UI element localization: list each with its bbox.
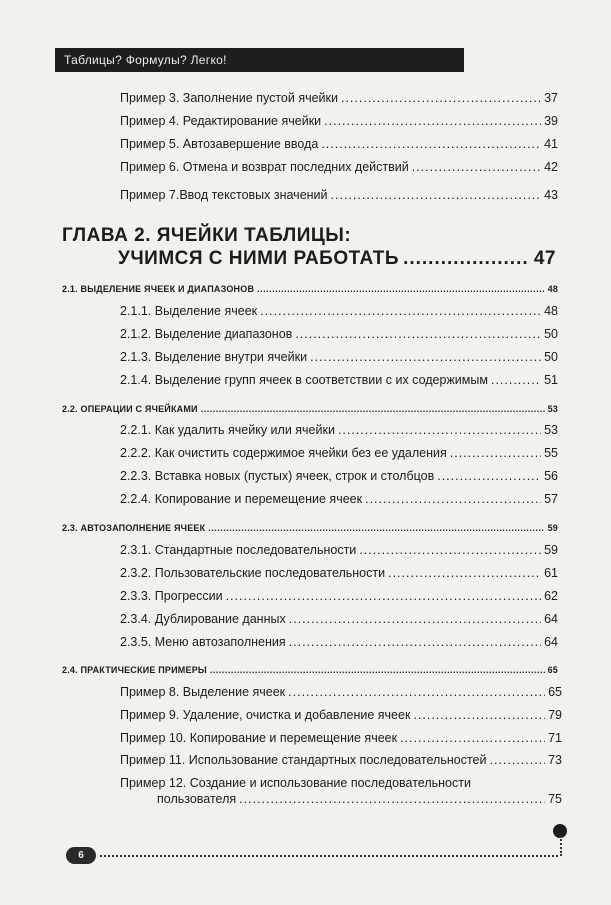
dot-leader xyxy=(208,520,544,536)
toc-entry[interactable] xyxy=(120,326,558,342)
dot-leader xyxy=(338,422,541,438)
toc-entry[interactable] xyxy=(120,707,562,723)
dot-leader xyxy=(450,445,541,461)
toc-entry-page: 48 xyxy=(544,304,558,318)
toc-entry-label: 2.1.3. Выделение внутри ячейки xyxy=(120,350,308,364)
dot-leader xyxy=(310,349,541,365)
toc-entry-label: 2.3.1. Стандартные последовательности xyxy=(120,543,357,557)
toc-entry[interactable] xyxy=(120,445,558,461)
footer-dotted-connector xyxy=(560,836,562,856)
dot-leader xyxy=(260,303,541,319)
toc-entry-page: 55 xyxy=(544,446,558,460)
toc-entry[interactable] xyxy=(120,422,558,438)
dot-leader xyxy=(288,684,545,700)
running-header-title: Таблицы? Формулы? Легко! xyxy=(64,53,227,67)
chapter-page: 47 xyxy=(533,248,556,269)
toc-entry-page: 39 xyxy=(544,114,558,128)
page-number: 6 xyxy=(66,847,96,864)
dot-leader xyxy=(289,611,541,627)
toc-entry-label: Пример 10. Копирование и перемещение ячеек xyxy=(120,731,398,745)
toc-entry[interactable] xyxy=(120,159,558,175)
toc-entry-label: 2.2.2. Как очистить содержимое ячейки без ее удаления xyxy=(120,446,447,460)
toc-entry-label: Пример 6. Отмена и возврат последних действий xyxy=(120,160,409,174)
toc-entry-label: 2.3.4. Дублирование данных xyxy=(120,612,286,626)
toc-entry-label: Пример 9. Удаление, очистка и добавление ячеек xyxy=(120,708,411,722)
toc-entry-page: 73 xyxy=(548,753,562,767)
toc-entry-page: 41 xyxy=(544,137,558,151)
dot-leader xyxy=(201,401,545,417)
dot-leader xyxy=(388,565,541,581)
dot-leader xyxy=(257,281,544,297)
toc-entry-label: Пример 11. Использование стандартных последовательностей xyxy=(120,753,487,767)
toc-entry-label: Пример 12. Создание и использование последовательности xyxy=(120,776,471,790)
dot-leader xyxy=(210,662,545,678)
section-label: 2.2. ОПЕРАЦИИ С ЯЧЕЙКАМИ xyxy=(62,404,198,414)
toc-entry-label: 2.2.4. Копирование и перемещение ячеек xyxy=(120,492,363,506)
toc-entry[interactable] xyxy=(120,730,562,746)
toc-entry-page: 75 xyxy=(548,792,562,806)
toc-entry-label: 2.1.1. Выделение ячеек xyxy=(120,304,258,318)
toc-entry[interactable] xyxy=(120,684,562,700)
toc-entry[interactable] xyxy=(120,113,558,129)
toc-entry[interactable] xyxy=(120,775,562,807)
toc-entry-page: 79 xyxy=(548,708,562,722)
footer-dotted-line xyxy=(100,855,558,857)
section-heading[interactable] xyxy=(62,662,558,678)
dot-leader xyxy=(295,326,541,342)
toc-entry[interactable] xyxy=(120,468,558,484)
dot-leader xyxy=(365,491,541,507)
toc-entry-label: Пример 4. Редактирование ячейки xyxy=(120,114,322,128)
chapter-title: ГЛАВА 2. ЯЧЕЙКИ ТАБЛИЦЫ: xyxy=(62,225,352,246)
toc-entry[interactable] xyxy=(120,565,558,581)
toc-entry-page: 64 xyxy=(544,635,558,649)
toc-entry[interactable] xyxy=(120,542,558,558)
section-label: 2.4. ПРАКТИЧЕСКИЕ ПРИМЕРЫ xyxy=(62,665,207,675)
toc-entry-page: 59 xyxy=(544,543,558,557)
toc-entry-label: 2.1.2. Выделение диапазонов xyxy=(120,327,293,341)
toc-entry-page: 56 xyxy=(544,469,558,483)
dot-leader xyxy=(359,542,541,558)
toc-entry-label: Пример 7.Ввод текстовых значений xyxy=(120,188,328,202)
dot-leader xyxy=(331,187,542,203)
dot-leader xyxy=(239,791,545,807)
toc-entry[interactable] xyxy=(120,372,558,388)
toc-entry-label: Пример 8. Выделение ячеек xyxy=(120,685,286,699)
running-header xyxy=(55,48,464,72)
toc-entry-page: 64 xyxy=(544,612,558,626)
toc-entry-page: 43 xyxy=(544,188,558,202)
section-page: 48 xyxy=(547,284,558,294)
toc-entry[interactable] xyxy=(120,752,562,768)
dot-leader xyxy=(341,90,541,106)
toc-entry-page: 42 xyxy=(544,160,558,174)
chapter-subtitle: УЧИМСЯ С НИМИ РАБОТАТЬ xyxy=(118,248,400,269)
toc-entry-label: 2.2.1. Как удалить ячейку или ячейки xyxy=(120,423,335,437)
toc-entry-label-continued: пользователя xyxy=(157,792,237,806)
toc-entry[interactable] xyxy=(120,136,558,152)
toc-entry-label: 2.3.5. Меню автозаполнения xyxy=(120,635,286,649)
section-page: 59 xyxy=(547,523,558,533)
toc-entry-label: Пример 5. Автозавершение ввода xyxy=(120,137,319,151)
dot-leader xyxy=(491,372,541,388)
chapter-subtitle-row[interactable] xyxy=(118,247,556,271)
dot-leader xyxy=(403,247,530,271)
toc-entry-page: 50 xyxy=(544,350,558,364)
dot-leader xyxy=(400,730,545,746)
toc-entry-page: 61 xyxy=(544,566,558,580)
toc-entry-label: 2.3.2. Пользовательские последовательности xyxy=(120,566,386,580)
dot-leader xyxy=(289,634,541,650)
section-page: 53 xyxy=(547,404,558,414)
toc-entry[interactable] xyxy=(120,303,558,319)
dot-leader xyxy=(226,588,542,604)
dot-leader xyxy=(324,113,541,129)
section-label: 2.1. ВЫДЕЛЕНИЕ ЯЧЕЕК И ДИАПАЗОНОВ xyxy=(62,284,255,294)
toc-entry-label: 2.2.3. Вставка новых (пустых) ячеек, строк и столбцов xyxy=(120,469,435,483)
toc-entry-page: 53 xyxy=(544,423,558,437)
dot-leader xyxy=(437,468,541,484)
toc-entry[interactable] xyxy=(120,491,558,507)
toc-entry[interactable] xyxy=(120,187,558,203)
toc-entry[interactable] xyxy=(120,90,558,106)
toc-entry-page: 51 xyxy=(544,373,558,387)
toc-entry-label: 2.3.3. Прогрессии xyxy=(120,589,223,603)
toc-entry-page: 37 xyxy=(544,91,558,105)
toc-entry-page: 62 xyxy=(544,589,558,603)
dot-leader xyxy=(321,136,541,152)
dot-leader xyxy=(489,752,545,768)
dot-leader xyxy=(412,159,541,175)
section-heading[interactable] xyxy=(62,520,558,536)
toc-entry-page: 57 xyxy=(544,492,558,506)
section-label: 2.3. АВТОЗАПОЛНЕНИЕ ЯЧЕЕК xyxy=(62,523,206,533)
toc-entry[interactable] xyxy=(120,588,558,604)
section-heading[interactable] xyxy=(62,281,558,297)
toc-entry-page: 71 xyxy=(548,731,562,745)
toc-entry-label: Пример 3. Заполнение пустой ячейки xyxy=(120,91,338,105)
section-heading[interactable] xyxy=(62,401,558,417)
toc-entry-label: 2.1.4. Выделение групп ячеек в соответствии с их содержимым xyxy=(120,373,488,387)
section-page: 65 xyxy=(547,665,558,675)
toc-entry-continuation xyxy=(120,791,562,807)
toc-entry[interactable] xyxy=(120,634,558,650)
toc-entry[interactable] xyxy=(120,349,558,365)
dot-leader xyxy=(413,707,545,723)
toc-entry-page: 50 xyxy=(544,327,558,341)
toc-entry[interactable] xyxy=(120,611,558,627)
toc-entry-page: 65 xyxy=(548,685,562,699)
